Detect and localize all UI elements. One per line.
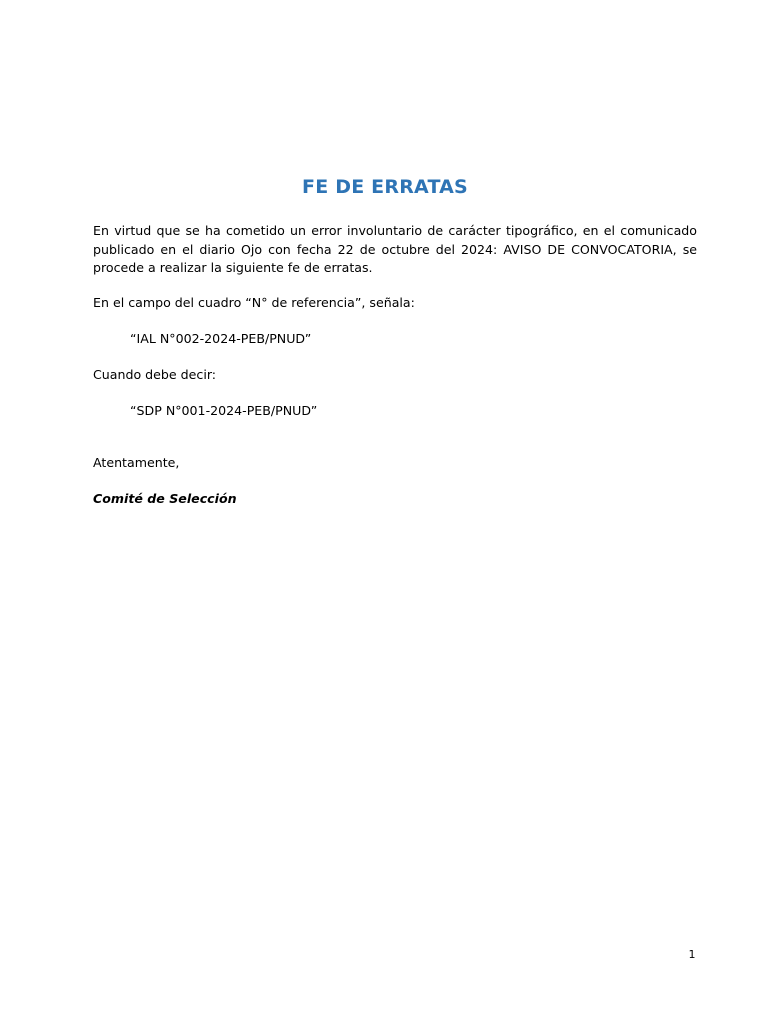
page-number: 1 [688, 948, 696, 961]
signature: Comité de Selección [93, 491, 237, 506]
correction-statement: Cuando debe decir: [93, 367, 217, 382]
correct-reference: “SDP N°001-2024-PEB/PNUD” [130, 403, 318, 418]
incorrect-reference: “IAL N°002-2024-PEB/PNUD” [130, 331, 312, 346]
document-title: FE DE ERRATAS [302, 176, 468, 198]
intro-paragraph: En virtud que se ha cometido un error involuntario de carácter tipográfico, en el comunicado publicado en el diario Ojo con fecha 22 de octubre del 2024: AVISO DE CONVOCATORIA, se procede a realizar la siguiente fe de erratas. [93, 223, 697, 275]
closing-salutation: Atentamente, [93, 455, 180, 470]
field-statement: En el campo del cuadro “N° de referencia”, señala: [93, 295, 415, 310]
